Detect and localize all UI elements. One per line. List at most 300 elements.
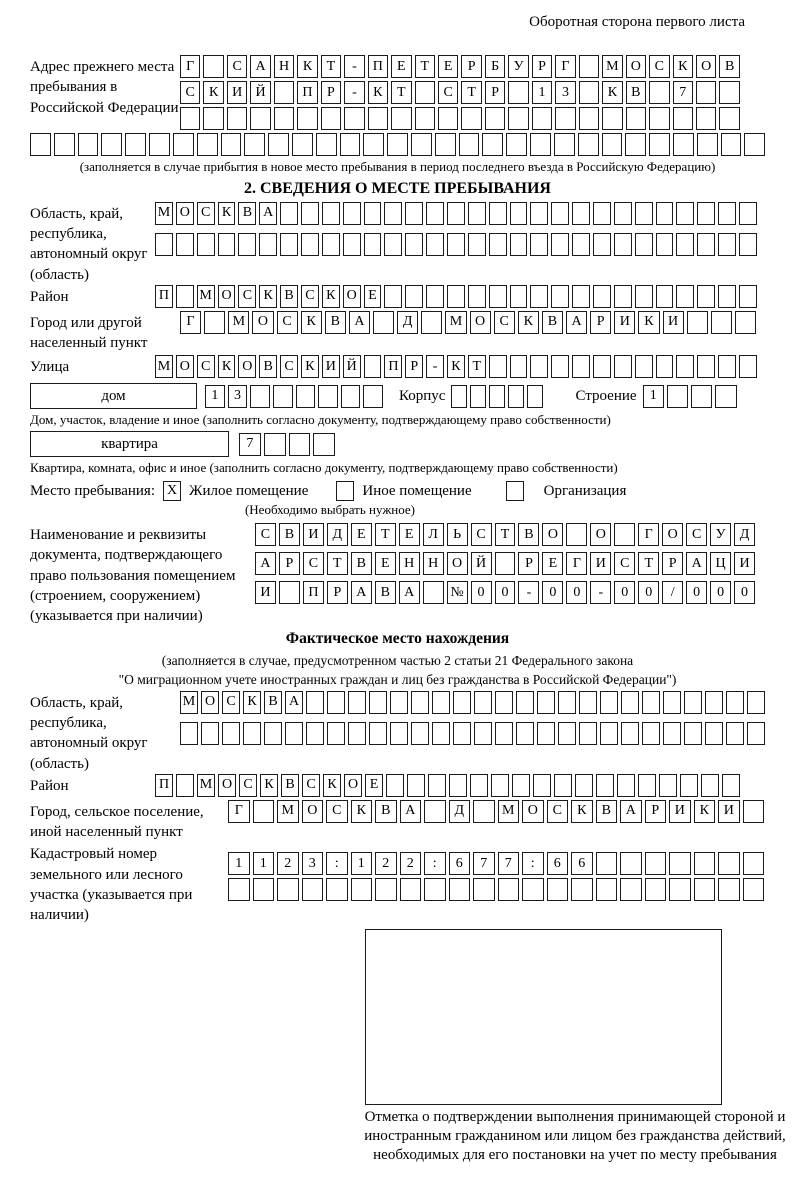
char-cell[interactable] bbox=[203, 55, 223, 78]
char-cell[interactable] bbox=[516, 691, 534, 714]
char-cell[interactable]: Е bbox=[351, 523, 372, 546]
char-cell[interactable] bbox=[635, 202, 653, 225]
char-cell[interactable] bbox=[625, 133, 646, 156]
char-cell[interactable] bbox=[667, 385, 688, 408]
char-cell[interactable] bbox=[459, 133, 480, 156]
char-cell[interactable]: 1 bbox=[643, 385, 664, 408]
char-cell[interactable]: С bbox=[686, 523, 707, 546]
char-cell[interactable]: К bbox=[368, 81, 388, 104]
char-cell[interactable] bbox=[482, 133, 503, 156]
char-cell[interactable]: О bbox=[343, 285, 361, 308]
char-cell[interactable]: В bbox=[351, 552, 372, 575]
char-cell[interactable] bbox=[696, 81, 716, 104]
char-cell[interactable]: 6 bbox=[571, 852, 593, 875]
char-cell[interactable]: В bbox=[281, 774, 299, 797]
char-cell[interactable] bbox=[285, 722, 303, 745]
char-cell[interactable] bbox=[747, 691, 765, 714]
char-cell[interactable]: В bbox=[626, 81, 646, 104]
char-cell[interactable] bbox=[228, 878, 250, 901]
char-cell[interactable] bbox=[155, 233, 173, 256]
char-cell[interactable] bbox=[532, 107, 552, 130]
char-cell[interactable] bbox=[739, 285, 757, 308]
char-cell[interactable] bbox=[268, 133, 289, 156]
char-cell[interactable] bbox=[495, 552, 516, 575]
char-cell[interactable] bbox=[489, 233, 507, 256]
char-cell[interactable] bbox=[649, 133, 670, 156]
char-cell[interactable]: Р bbox=[532, 55, 552, 78]
char-cell[interactable]: О bbox=[252, 311, 273, 334]
char-cell[interactable] bbox=[673, 133, 694, 156]
char-cell[interactable]: К bbox=[673, 55, 693, 78]
char-cell[interactable] bbox=[721, 133, 742, 156]
char-cell[interactable] bbox=[489, 285, 507, 308]
char-cell[interactable]: И bbox=[255, 581, 276, 604]
char-cell[interactable]: С bbox=[303, 552, 324, 575]
char-cell[interactable] bbox=[510, 355, 528, 378]
char-cell[interactable]: М bbox=[445, 311, 466, 334]
char-cell[interactable] bbox=[259, 233, 277, 256]
char-cell[interactable] bbox=[645, 852, 667, 875]
char-cell[interactable]: 0 bbox=[686, 581, 707, 604]
char-cell[interactable] bbox=[289, 433, 311, 456]
char-cell[interactable]: Р bbox=[321, 81, 341, 104]
char-cell[interactable]: Р bbox=[645, 800, 667, 823]
char-cell[interactable]: Г bbox=[555, 55, 575, 78]
char-cell[interactable]: 1 bbox=[253, 852, 275, 875]
char-cell[interactable] bbox=[512, 774, 530, 797]
char-cell[interactable]: С bbox=[197, 202, 215, 225]
char-cell[interactable] bbox=[474, 722, 492, 745]
char-cell[interactable] bbox=[302, 878, 324, 901]
char-cell[interactable] bbox=[642, 722, 660, 745]
char-cell[interactable] bbox=[390, 691, 408, 714]
char-cell[interactable] bbox=[537, 722, 555, 745]
char-cell[interactable]: А bbox=[285, 691, 303, 714]
char-cell[interactable] bbox=[614, 285, 632, 308]
char-cell[interactable]: Г bbox=[638, 523, 659, 546]
char-cell[interactable] bbox=[593, 202, 611, 225]
char-cell[interactable] bbox=[348, 722, 366, 745]
char-cell[interactable]: - bbox=[344, 81, 364, 104]
char-cell[interactable]: 1 bbox=[205, 385, 225, 408]
char-cell[interactable] bbox=[326, 878, 348, 901]
char-cell[interactable] bbox=[301, 202, 319, 225]
char-cell[interactable]: С bbox=[301, 285, 319, 308]
char-cell[interactable]: М bbox=[197, 774, 215, 797]
char-cell[interactable] bbox=[343, 202, 361, 225]
char-cell[interactable]: В bbox=[259, 355, 277, 378]
char-cell[interactable] bbox=[649, 81, 669, 104]
char-cell[interactable] bbox=[676, 233, 694, 256]
char-cell[interactable] bbox=[411, 133, 432, 156]
char-cell[interactable]: К bbox=[297, 55, 317, 78]
char-cell[interactable] bbox=[203, 107, 223, 130]
char-cell[interactable] bbox=[697, 285, 715, 308]
char-cell[interactable] bbox=[530, 233, 548, 256]
char-cell[interactable]: И bbox=[734, 552, 755, 575]
char-cell[interactable] bbox=[680, 774, 698, 797]
char-cell[interactable] bbox=[719, 107, 739, 130]
char-cell[interactable]: С bbox=[280, 355, 298, 378]
char-cell[interactable]: М bbox=[498, 800, 520, 823]
char-cell[interactable] bbox=[530, 355, 548, 378]
char-cell[interactable]: В bbox=[279, 523, 300, 546]
char-cell[interactable] bbox=[645, 878, 667, 901]
char-cell[interactable]: У bbox=[710, 523, 731, 546]
char-cell[interactable]: Т bbox=[375, 523, 396, 546]
char-cell[interactable]: О bbox=[470, 311, 491, 334]
char-cell[interactable] bbox=[593, 285, 611, 308]
char-cell[interactable] bbox=[696, 107, 716, 130]
char-cell[interactable] bbox=[447, 233, 465, 256]
char-cell[interactable]: Т bbox=[321, 55, 341, 78]
char-cell[interactable] bbox=[415, 81, 435, 104]
char-cell[interactable]: Т bbox=[415, 55, 435, 78]
char-cell[interactable] bbox=[642, 691, 660, 714]
char-cell[interactable] bbox=[364, 202, 382, 225]
char-cell[interactable] bbox=[297, 107, 317, 130]
char-cell[interactable]: Р bbox=[461, 55, 481, 78]
char-cell[interactable]: С bbox=[614, 552, 635, 575]
char-cell[interactable] bbox=[554, 133, 575, 156]
char-cell[interactable] bbox=[405, 233, 423, 256]
char-cell[interactable] bbox=[596, 852, 618, 875]
char-cell[interactable] bbox=[572, 233, 590, 256]
char-cell[interactable] bbox=[218, 233, 236, 256]
char-cell[interactable] bbox=[694, 852, 716, 875]
char-cell[interactable]: С bbox=[277, 311, 298, 334]
char-cell[interactable] bbox=[684, 722, 702, 745]
char-cell[interactable] bbox=[221, 133, 242, 156]
char-cell[interactable] bbox=[327, 722, 345, 745]
char-cell[interactable]: Д bbox=[397, 311, 418, 334]
char-cell[interactable] bbox=[600, 722, 618, 745]
char-cell[interactable] bbox=[558, 722, 576, 745]
char-cell[interactable]: Ь bbox=[447, 523, 468, 546]
char-cell[interactable] bbox=[669, 878, 691, 901]
char-cell[interactable]: Н bbox=[399, 552, 420, 575]
char-cell[interactable] bbox=[579, 722, 597, 745]
char-cell[interactable] bbox=[180, 722, 198, 745]
char-cell[interactable]: Т bbox=[461, 81, 481, 104]
char-cell[interactable] bbox=[673, 107, 693, 130]
char-cell[interactable] bbox=[718, 878, 740, 901]
char-cell[interactable] bbox=[375, 878, 397, 901]
char-cell[interactable] bbox=[468, 233, 486, 256]
char-cell[interactable]: К bbox=[218, 355, 236, 378]
char-cell[interactable] bbox=[620, 852, 642, 875]
char-cell[interactable] bbox=[30, 133, 51, 156]
char-cell[interactable] bbox=[313, 433, 335, 456]
char-cell[interactable] bbox=[387, 133, 408, 156]
char-cell[interactable]: В bbox=[325, 311, 346, 334]
char-cell[interactable]: 1 bbox=[351, 852, 373, 875]
char-cell[interactable] bbox=[530, 285, 548, 308]
char-cell[interactable]: И bbox=[322, 355, 340, 378]
char-cell[interactable]: П bbox=[384, 355, 402, 378]
char-cell[interactable]: И bbox=[718, 800, 740, 823]
char-cell[interactable]: 3 bbox=[302, 852, 324, 875]
char-cell[interactable] bbox=[461, 107, 481, 130]
char-cell[interactable]: И bbox=[663, 311, 684, 334]
char-cell[interactable] bbox=[423, 581, 444, 604]
char-cell[interactable] bbox=[508, 107, 528, 130]
char-cell[interactable]: О bbox=[590, 523, 611, 546]
char-cell[interactable] bbox=[424, 800, 446, 823]
char-cell[interactable] bbox=[407, 774, 425, 797]
char-cell[interactable] bbox=[424, 878, 446, 901]
char-cell[interactable] bbox=[369, 691, 387, 714]
char-cell[interactable]: А bbox=[259, 202, 277, 225]
char-cell[interactable]: Г bbox=[566, 552, 587, 575]
char-cell[interactable] bbox=[373, 311, 394, 334]
char-cell[interactable] bbox=[204, 311, 225, 334]
char-cell[interactable] bbox=[602, 107, 622, 130]
char-cell[interactable] bbox=[411, 691, 429, 714]
char-cell[interactable] bbox=[449, 878, 471, 901]
char-cell[interactable] bbox=[676, 355, 694, 378]
char-cell[interactable]: - bbox=[426, 355, 444, 378]
char-cell[interactable] bbox=[438, 107, 458, 130]
char-cell[interactable]: В bbox=[280, 285, 298, 308]
char-cell[interactable]: О bbox=[218, 285, 236, 308]
char-cell[interactable]: Е bbox=[391, 55, 411, 78]
char-cell[interactable]: Г bbox=[180, 311, 201, 334]
char-cell[interactable] bbox=[620, 878, 642, 901]
char-cell[interactable] bbox=[426, 233, 444, 256]
char-cell[interactable] bbox=[405, 285, 423, 308]
char-cell[interactable]: О bbox=[522, 800, 544, 823]
char-cell[interactable]: С bbox=[547, 800, 569, 823]
char-cell[interactable]: П bbox=[155, 774, 173, 797]
char-cell[interactable]: В bbox=[238, 202, 256, 225]
char-cell[interactable]: К bbox=[602, 81, 622, 104]
char-cell[interactable]: К bbox=[301, 311, 322, 334]
char-cell[interactable]: К bbox=[323, 774, 341, 797]
char-cell[interactable] bbox=[547, 878, 569, 901]
char-cell[interactable]: О bbox=[238, 355, 256, 378]
char-cell[interactable] bbox=[506, 133, 527, 156]
char-cell[interactable] bbox=[176, 233, 194, 256]
char-cell[interactable] bbox=[718, 233, 736, 256]
char-cell[interactable] bbox=[705, 691, 723, 714]
char-cell[interactable] bbox=[510, 285, 528, 308]
char-cell[interactable] bbox=[273, 385, 293, 408]
char-cell[interactable] bbox=[411, 722, 429, 745]
char-cell[interactable] bbox=[491, 774, 509, 797]
char-cell[interactable] bbox=[649, 107, 669, 130]
char-cell[interactable] bbox=[743, 878, 765, 901]
char-cell[interactable]: Р bbox=[279, 552, 300, 575]
char-cell[interactable]: В bbox=[596, 800, 618, 823]
char-cell[interactable] bbox=[421, 311, 442, 334]
char-cell[interactable]: 3 bbox=[555, 81, 575, 104]
char-cell[interactable]: И bbox=[669, 800, 691, 823]
char-cell[interactable]: 1 bbox=[228, 852, 250, 875]
char-cell[interactable] bbox=[572, 202, 590, 225]
char-cell[interactable] bbox=[718, 355, 736, 378]
char-cell[interactable] bbox=[596, 774, 614, 797]
char-cell[interactable] bbox=[676, 285, 694, 308]
char-cell[interactable] bbox=[197, 133, 218, 156]
char-cell[interactable] bbox=[533, 774, 551, 797]
char-cell[interactable]: К bbox=[259, 285, 277, 308]
checkbox-organization[interactable] bbox=[506, 481, 524, 501]
char-cell[interactable] bbox=[364, 355, 382, 378]
char-cell[interactable] bbox=[579, 691, 597, 714]
char-cell[interactable] bbox=[197, 233, 215, 256]
char-cell[interactable]: Д bbox=[327, 523, 348, 546]
char-cell[interactable] bbox=[274, 107, 294, 130]
char-cell[interactable] bbox=[222, 722, 240, 745]
char-cell[interactable]: Т bbox=[391, 81, 411, 104]
char-cell[interactable] bbox=[470, 774, 488, 797]
char-cell[interactable] bbox=[447, 202, 465, 225]
char-cell[interactable] bbox=[711, 311, 732, 334]
char-cell[interactable] bbox=[530, 202, 548, 225]
char-cell[interactable] bbox=[498, 878, 520, 901]
char-cell[interactable] bbox=[340, 133, 361, 156]
char-cell[interactable] bbox=[617, 774, 635, 797]
char-cell[interactable]: Т bbox=[468, 355, 486, 378]
char-cell[interactable]: Б bbox=[485, 55, 505, 78]
char-cell[interactable]: Р bbox=[518, 552, 539, 575]
char-cell[interactable] bbox=[238, 233, 256, 256]
char-cell[interactable] bbox=[579, 107, 599, 130]
char-cell[interactable] bbox=[176, 774, 194, 797]
char-cell[interactable] bbox=[551, 202, 569, 225]
char-cell[interactable]: 0 bbox=[614, 581, 635, 604]
char-cell[interactable] bbox=[280, 233, 298, 256]
char-cell[interactable]: 0 bbox=[495, 581, 516, 604]
char-cell[interactable] bbox=[510, 233, 528, 256]
char-cell[interactable]: В bbox=[264, 691, 282, 714]
char-cell[interactable] bbox=[321, 107, 341, 130]
char-cell[interactable] bbox=[726, 691, 744, 714]
char-cell[interactable]: : bbox=[424, 852, 446, 875]
char-cell[interactable]: 2 bbox=[400, 852, 422, 875]
char-cell[interactable]: А bbox=[351, 581, 372, 604]
char-cell[interactable]: В bbox=[719, 55, 739, 78]
char-cell[interactable] bbox=[635, 355, 653, 378]
checkbox-other-premises[interactable] bbox=[336, 481, 354, 501]
char-cell[interactable] bbox=[341, 385, 361, 408]
char-cell[interactable] bbox=[244, 133, 265, 156]
char-cell[interactable] bbox=[343, 233, 361, 256]
char-cell[interactable] bbox=[363, 133, 384, 156]
char-cell[interactable] bbox=[78, 133, 99, 156]
char-cell[interactable]: А bbox=[255, 552, 276, 575]
char-cell[interactable] bbox=[473, 800, 495, 823]
char-cell[interactable]: Й bbox=[343, 355, 361, 378]
char-cell[interactable] bbox=[571, 878, 593, 901]
char-cell[interactable] bbox=[593, 355, 611, 378]
char-cell[interactable]: О bbox=[542, 523, 563, 546]
char-cell[interactable] bbox=[626, 107, 646, 130]
char-cell[interactable] bbox=[390, 722, 408, 745]
char-cell[interactable] bbox=[656, 233, 674, 256]
char-cell[interactable] bbox=[579, 55, 599, 78]
char-cell[interactable]: С bbox=[438, 81, 458, 104]
char-cell[interactable]: Т bbox=[327, 552, 348, 575]
char-cell[interactable]: О bbox=[218, 774, 236, 797]
char-cell[interactable] bbox=[718, 202, 736, 225]
char-cell[interactable] bbox=[369, 722, 387, 745]
char-cell[interactable]: - bbox=[344, 55, 364, 78]
char-cell[interactable] bbox=[306, 722, 324, 745]
char-cell[interactable]: 2 bbox=[277, 852, 299, 875]
char-cell[interactable] bbox=[575, 774, 593, 797]
char-cell[interactable]: О bbox=[696, 55, 716, 78]
char-cell[interactable]: Г bbox=[228, 800, 250, 823]
char-cell[interactable] bbox=[173, 133, 194, 156]
char-cell[interactable] bbox=[551, 355, 569, 378]
char-cell[interactable]: М bbox=[155, 355, 173, 378]
char-cell[interactable]: Е bbox=[375, 552, 396, 575]
char-cell[interactable]: О bbox=[447, 552, 468, 575]
char-cell[interactable] bbox=[468, 285, 486, 308]
char-cell[interactable] bbox=[566, 523, 587, 546]
char-cell[interactable] bbox=[579, 81, 599, 104]
char-cell[interactable]: 0 bbox=[734, 581, 755, 604]
char-cell[interactable] bbox=[508, 81, 528, 104]
char-cell[interactable] bbox=[101, 133, 122, 156]
char-cell[interactable] bbox=[669, 852, 691, 875]
char-cell[interactable]: А bbox=[349, 311, 370, 334]
char-cell[interactable]: Р bbox=[405, 355, 423, 378]
char-cell[interactable] bbox=[125, 133, 146, 156]
char-cell[interactable]: С bbox=[239, 774, 257, 797]
char-cell[interactable]: К bbox=[351, 800, 373, 823]
char-cell[interactable] bbox=[551, 233, 569, 256]
char-cell[interactable] bbox=[176, 285, 194, 308]
char-cell[interactable] bbox=[596, 878, 618, 901]
char-cell[interactable] bbox=[400, 878, 422, 901]
char-cell[interactable]: / bbox=[662, 581, 683, 604]
char-cell[interactable] bbox=[344, 107, 364, 130]
char-cell[interactable] bbox=[405, 202, 423, 225]
char-cell[interactable]: С bbox=[471, 523, 492, 546]
char-cell[interactable] bbox=[516, 722, 534, 745]
char-cell[interactable] bbox=[719, 81, 739, 104]
char-cell[interactable] bbox=[468, 202, 486, 225]
char-cell[interactable]: М bbox=[277, 800, 299, 823]
char-cell[interactable] bbox=[384, 285, 402, 308]
char-cell[interactable]: И bbox=[303, 523, 324, 546]
char-cell[interactable] bbox=[364, 233, 382, 256]
char-cell[interactable] bbox=[747, 722, 765, 745]
char-cell[interactable] bbox=[453, 722, 471, 745]
char-cell[interactable]: В bbox=[375, 581, 396, 604]
char-cell[interactable] bbox=[663, 722, 681, 745]
char-cell[interactable] bbox=[279, 581, 300, 604]
char-cell[interactable]: О bbox=[344, 774, 362, 797]
char-cell[interactable] bbox=[551, 285, 569, 308]
char-cell[interactable] bbox=[635, 233, 653, 256]
char-cell[interactable]: П bbox=[297, 81, 317, 104]
char-cell[interactable]: 7 bbox=[673, 81, 693, 104]
char-cell[interactable] bbox=[697, 133, 718, 156]
char-cell[interactable]: 6 bbox=[547, 852, 569, 875]
char-cell[interactable]: О bbox=[662, 523, 683, 546]
char-cell[interactable] bbox=[602, 133, 623, 156]
char-cell[interactable] bbox=[426, 202, 444, 225]
char-cell[interactable] bbox=[327, 691, 345, 714]
char-cell[interactable] bbox=[537, 691, 555, 714]
char-cell[interactable] bbox=[250, 107, 270, 130]
char-cell[interactable] bbox=[735, 311, 756, 334]
char-cell[interactable]: С bbox=[238, 285, 256, 308]
